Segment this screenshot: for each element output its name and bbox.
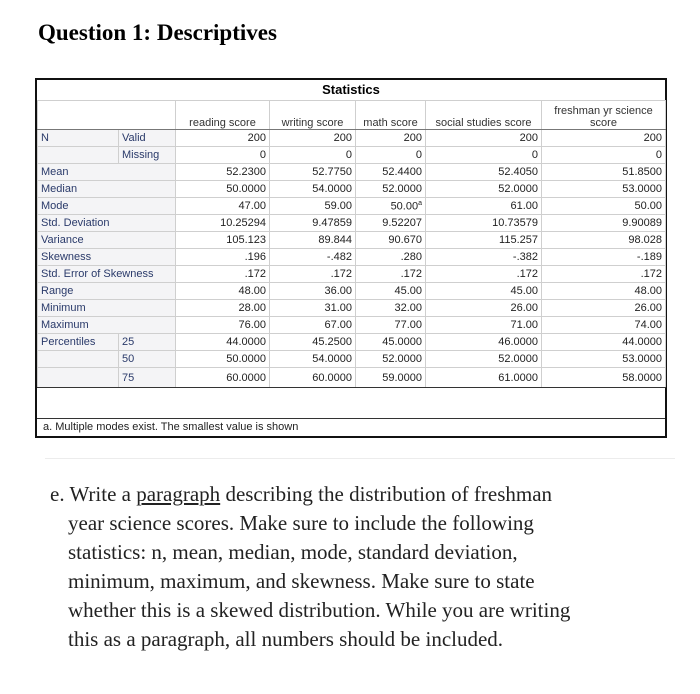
- prompt-underlined-word: paragraph: [136, 482, 221, 506]
- statistics-table: [37, 100, 666, 388]
- stat-row: [38, 232, 666, 249]
- cell-value: .172: [176, 266, 270, 283]
- n-label: N: [38, 130, 119, 147]
- stat-row: [38, 249, 666, 266]
- cell-value: 98.028: [542, 232, 666, 249]
- cell-value: 0: [426, 147, 542, 164]
- cell-value: 53.0000: [542, 351, 666, 368]
- stat-row: [38, 317, 666, 334]
- prompt-lead: e. Write a: [50, 482, 137, 506]
- percentiles-label: Percentiles: [38, 334, 119, 351]
- cell-value: .172: [270, 266, 356, 283]
- column-header: reading score: [176, 101, 270, 130]
- row-label: Skewness: [38, 249, 176, 266]
- cell-value: 76.00: [176, 317, 270, 334]
- cell-value: 0: [542, 147, 666, 164]
- row-label: Std. Deviation: [38, 215, 176, 232]
- stat-row: [38, 283, 666, 300]
- cell-value: 45.00: [356, 283, 426, 300]
- cell-value: 50.0000: [176, 181, 270, 198]
- cell-value: 52.4400: [356, 164, 426, 181]
- row-label: Mode: [38, 198, 176, 215]
- cell-value: 74.00: [542, 317, 666, 334]
- cell-value: -.482: [270, 249, 356, 266]
- row-label: Maximum: [38, 317, 176, 334]
- cell-value: 9.52207: [356, 215, 426, 232]
- percentile-label: 50: [119, 351, 176, 368]
- cell-value: 52.0000: [356, 351, 426, 368]
- percentiles-label: [38, 368, 119, 388]
- cell-value: 26.00: [426, 300, 542, 317]
- percentile-row: [38, 368, 666, 388]
- question-title: Question 1: Descriptives: [38, 20, 277, 45]
- cell-value: 54.0000: [270, 181, 356, 198]
- stat-row: [38, 300, 666, 317]
- n-label-continued: [38, 147, 119, 164]
- prompt-line-1-rest: describing the distribution of freshman: [220, 482, 553, 506]
- cell-value: 52.0000: [426, 181, 542, 198]
- table-footnote: a. Multiple modes exist. The smallest value is shown: [37, 418, 665, 436]
- cell-value: .196: [176, 249, 270, 266]
- statistics-table-frame: [35, 78, 667, 438]
- cell-value: 200: [542, 130, 666, 147]
- cell-value: 89.844: [270, 232, 356, 249]
- cell-value: .172: [426, 266, 542, 283]
- cell-value: 61.00: [426, 198, 542, 215]
- cell-value: 28.00: [176, 300, 270, 317]
- percentile-row: [38, 334, 666, 351]
- cell-value: 59.00: [270, 198, 356, 215]
- cell-value: 45.2500: [270, 334, 356, 351]
- row-label: Std. Error of Skewness: [38, 266, 176, 283]
- stat-row: [38, 266, 666, 283]
- prompt-line-5: whether this is a skewed distribution. While you are writing: [68, 598, 571, 622]
- cell-value: 52.2300: [176, 164, 270, 181]
- cell-value: 44.0000: [542, 334, 666, 351]
- stat-row: [38, 215, 666, 232]
- row-label: Variance: [38, 232, 176, 249]
- stat-row: [38, 164, 666, 181]
- cell-value: 58.0000: [542, 368, 666, 388]
- column-header: freshman yr science score: [542, 101, 666, 130]
- row-label: Range: [38, 283, 176, 300]
- cell-value: .172: [542, 266, 666, 283]
- cell-value: 50.0000: [176, 351, 270, 368]
- cell-value: 45.0000: [356, 334, 426, 351]
- cell-value: 59.0000: [356, 368, 426, 388]
- cell-value: 10.25294: [176, 215, 270, 232]
- valid-label: Valid: [119, 130, 176, 147]
- divider: [45, 458, 675, 459]
- cell-value: 71.00: [426, 317, 542, 334]
- row-n-missing: [38, 147, 666, 164]
- cell-value: 9.47859: [270, 215, 356, 232]
- cell-value: .172: [356, 266, 426, 283]
- cell-value: 32.00: [356, 300, 426, 317]
- prompt-line-2: year science scores. Make sure to include the following: [68, 511, 534, 535]
- cell-value: 200: [176, 130, 270, 147]
- column-header: math score: [356, 101, 426, 130]
- cell-value: 52.0000: [356, 181, 426, 198]
- row-n-valid: [38, 130, 666, 147]
- cell-value: 51.8500: [542, 164, 666, 181]
- cell-value: 105.123: [176, 232, 270, 249]
- row-label: Median: [38, 181, 176, 198]
- cell-value: 50.00$^a$: [356, 198, 426, 215]
- column-header: writing score: [270, 101, 356, 130]
- percentile-label: 75: [119, 368, 176, 388]
- cell-value: 9.90089: [542, 215, 666, 232]
- percentile-row: [38, 351, 666, 368]
- stat-row: [38, 198, 666, 215]
- cell-value: 200: [356, 130, 426, 147]
- cell-value: 0: [176, 147, 270, 164]
- cell-value: 46.0000: [426, 334, 542, 351]
- cell-value: 52.7750: [270, 164, 356, 181]
- cell-value: .280: [356, 249, 426, 266]
- cell-value: 10.73579: [426, 215, 542, 232]
- prompt-line-3: statistics: n, mean, median, mode, standard deviation,: [68, 540, 518, 564]
- row-label: Mean: [38, 164, 176, 181]
- cell-value: 48.00: [176, 283, 270, 300]
- footnote-mark: a: [418, 199, 422, 207]
- cell-value: 60.0000: [270, 368, 356, 388]
- cell-value: 52.4050: [426, 164, 542, 181]
- cell-value: 53.0000: [542, 181, 666, 198]
- header-corner: [38, 101, 176, 130]
- cell-value: 61.0000: [426, 368, 542, 388]
- cell-value: 26.00: [542, 300, 666, 317]
- cell-value: 200: [270, 130, 356, 147]
- cell-value: 52.0000: [426, 351, 542, 368]
- missing-label: Missing: [119, 147, 176, 164]
- cell-value: 77.00: [356, 317, 426, 334]
- percentile-label: 25: [119, 334, 176, 351]
- table-header-row: [38, 101, 666, 130]
- cell-value: 115.257: [426, 232, 542, 249]
- cell-value: 60.0000: [176, 368, 270, 388]
- cell-value: 54.0000: [270, 351, 356, 368]
- cell-value: 0: [270, 147, 356, 164]
- prompt-line-6: this as a paragraph, all numbers should be included.: [68, 627, 504, 651]
- statistics-table-title: Statistics: [322, 82, 380, 97]
- percentiles-label: [38, 351, 119, 368]
- row-label: Minimum: [38, 300, 176, 317]
- cell-value: 31.00: [270, 300, 356, 317]
- cell-value: -.382: [426, 249, 542, 266]
- cell-value: 48.00: [542, 283, 666, 300]
- cell-value: 200: [426, 130, 542, 147]
- cell-value: -.189: [542, 249, 666, 266]
- cell-value: 0: [356, 147, 426, 164]
- prompt-line-1: [50, 480, 680, 509]
- cell-value: 47.00: [176, 198, 270, 215]
- cell-value: 67.00: [270, 317, 356, 334]
- cell-value: 44.0000: [176, 334, 270, 351]
- prompt-line-4: minimum, maximum, and skewness. Make sure to state: [68, 569, 535, 593]
- cell-value: 90.670: [356, 232, 426, 249]
- cell-value: 36.00: [270, 283, 356, 300]
- cell-value: 50.00: [542, 198, 666, 215]
- question-prompt: [50, 480, 680, 654]
- cell-value: 45.00: [426, 283, 542, 300]
- stat-row: [38, 181, 666, 198]
- column-header: social studies score: [426, 101, 542, 130]
